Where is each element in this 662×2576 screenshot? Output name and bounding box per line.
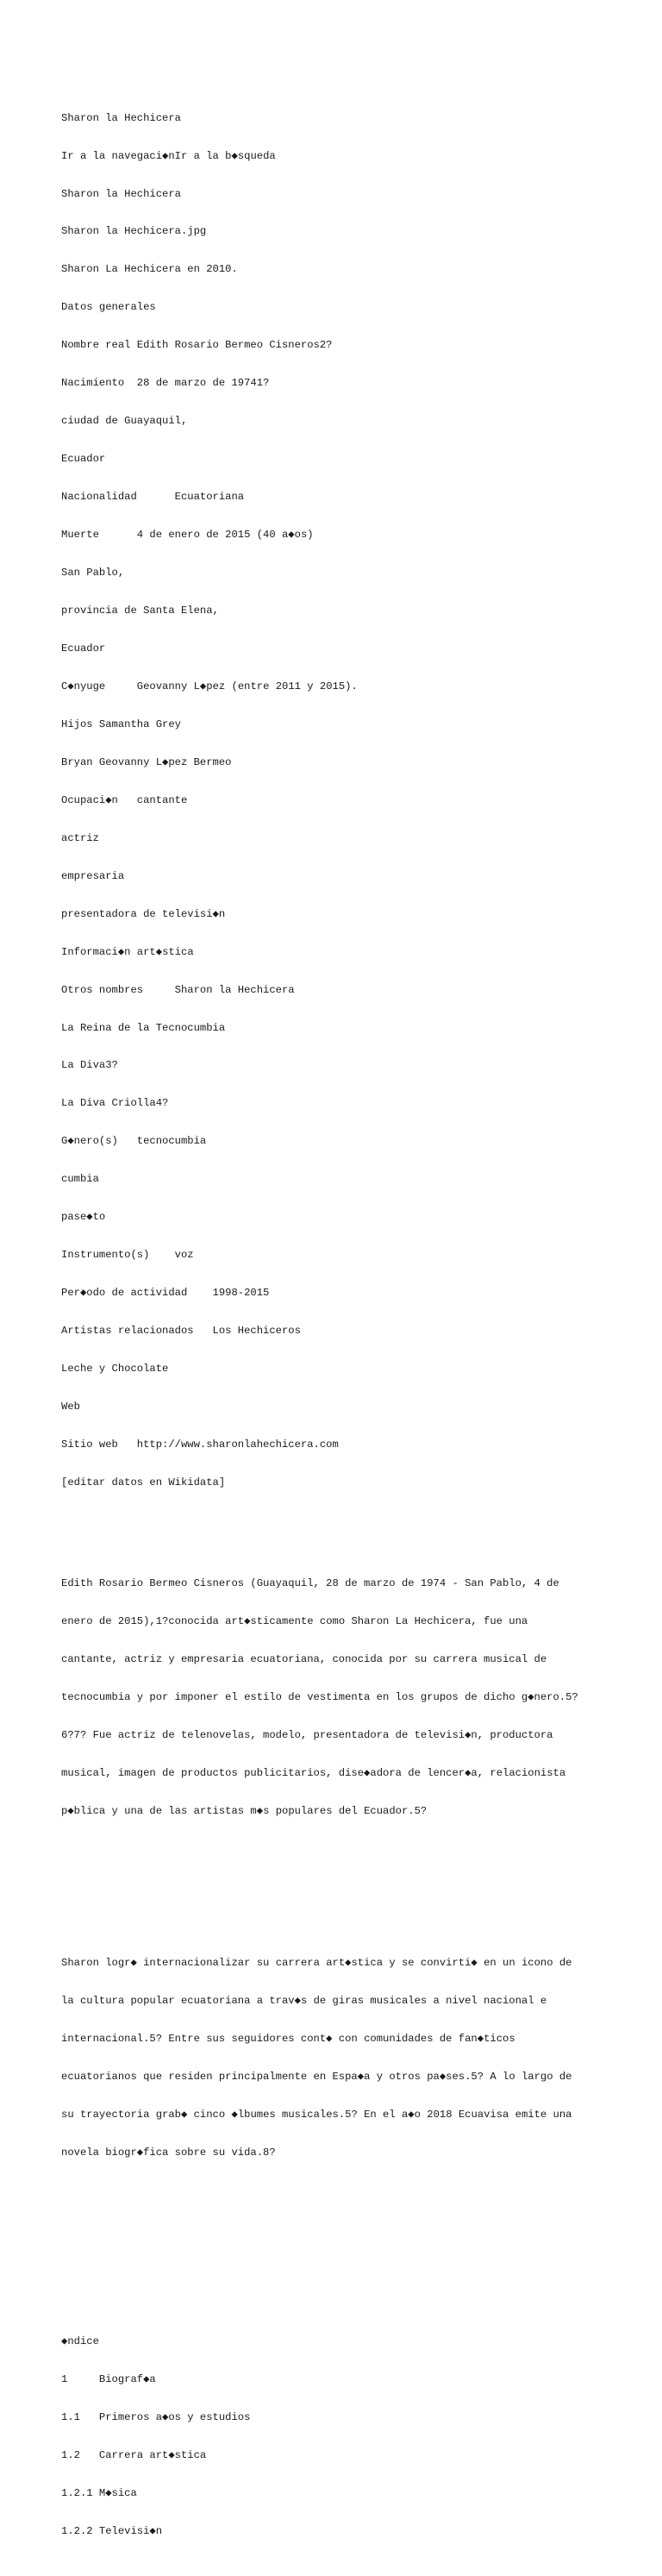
edit-wikidata-link: [editar datos en Wikidata] <box>61 1476 226 1489</box>
image-caption: Sharon La Hechicera en 2010. <box>61 263 238 276</box>
infobox-row: empresaria <box>61 869 125 882</box>
intro-paragraph <box>61 1552 613 1843</box>
infobox-row: La Diva3? <box>61 1059 118 1072</box>
infobox-row: Instrumento(s) voz <box>61 1249 194 1262</box>
infobox-row: Artistas relacionados Los Hechiceros <box>61 1325 301 1338</box>
paragraph-line: su trayectoria grab◆ cinco ◆lbumes musicales.5? En el a◆o 2018 Ecuavisa emite una <box>61 2108 572 2121</box>
toc-item[interactable]: 1 Biograf◆a <box>61 2373 156 2386</box>
infobox-row: La Diva Criolla4? <box>61 1097 169 1110</box>
infobox-row: Leche y Chocolate <box>61 1363 169 1376</box>
paragraph-line: internacional.5? Entre sus seguidores cont◆ con comunidades de fan◆ticos <box>61 2032 515 2045</box>
infobox-row: cumbia <box>61 1173 99 1186</box>
section-artistic-info: Informaci◆n art◆stica <box>61 945 194 958</box>
website-row: Sitio web http://www.sharonlahechicera.com <box>61 1438 339 1451</box>
infobox-row: Ocupaci◆n cantante <box>61 793 188 806</box>
infobox-row: C◆nyuge Geovanny L◆pez (entre 2011 y 2015). <box>61 680 358 693</box>
paragraph-line: novela biogr◆fica sobre su vida.8? <box>61 2146 276 2159</box>
infobox-row: actriz <box>61 831 99 844</box>
image-filename: Sharon la Hechicera.jpg <box>61 225 207 238</box>
infobox-row: pase◆to <box>61 1211 106 1224</box>
infobox-row: Muerte 4 de enero de 2015 (40 a◆os) <box>61 529 314 542</box>
infobox-row: Bryan Geovanny L◆pez Bermeo <box>61 755 232 768</box>
paragraph-line: Sharon logr◆ internacionalizar su carrera art◆stica y se convirti◆ en un icono de <box>61 1956 572 1969</box>
toc-item[interactable]: 1.2 Carrera art◆stica <box>61 2449 207 2462</box>
second-paragraph <box>61 1931 613 2184</box>
spacer <box>61 2222 613 2234</box>
spacer <box>61 2259 613 2272</box>
paragraph-line: enero de 2015),1?conocida art◆sticamente como Sharon La Hechicera, fue una <box>61 1615 528 1628</box>
infobox-row: Otros nombres Sharon la Hechicera <box>61 983 295 996</box>
infobox-row: provincia de Santa Elena, <box>61 605 219 617</box>
paragraph-line: tecnocumbia y por imponer el estilo de vestimenta en los grupos de dicho g◆nero.5? <box>61 1691 578 1704</box>
paragraph-line: Edith Rosario Bermeo Cisneros (Guayaquil, 28 de marzo de 1974 - San Pablo, 4 de <box>61 1577 559 1590</box>
infobox-row: San Pablo, <box>61 567 125 580</box>
infobox-row: Nacionalidad Ecuatoriana <box>61 491 245 504</box>
infobox-row: ciudad de Guayaquil, <box>61 415 188 428</box>
section-web: Web <box>61 1401 80 1413</box>
paragraph-line: cantante, actriz y empresaria ecuatoriana, conocida por su carrera musical de <box>61 1653 547 1666</box>
infobox-row: Nacimiento 28 de marzo de 19741? <box>61 377 270 390</box>
paragraph-line: la cultura popular ecuatoriana a trav◆s de giras musicales a nivel nacional e <box>61 1994 547 2007</box>
toc-item[interactable]: 1.2.1 M◆sica <box>61 2487 137 2500</box>
toc-heading: ◆ndice <box>61 2335 99 2348</box>
infobox-row: La Reina de la Tecnocumbia <box>61 1021 226 1034</box>
infobox-row: Ecuador <box>61 453 106 466</box>
toc-item[interactable]: 1.2.2 Televisi◆n <box>61 2525 163 2538</box>
table-of-contents <box>61 2310 613 2563</box>
infobox-row: Per◆odo de actividad 1998-2015 <box>61 1287 270 1300</box>
document-page <box>61 61 613 2576</box>
infobox-row: Hijos Samantha Grey <box>61 718 181 730</box>
infobox-row: Nombre real Edith Rosario Bermeo Cisneros2? <box>61 339 333 352</box>
paragraph-line: p◆blica y una de las artistas m◆s populares del Ecuador.5? <box>61 1804 428 1817</box>
infobox-row: G◆nero(s) tecnocumbia <box>61 1135 207 1148</box>
navigation-links: Ir a la navegaci◆nIr a la b◆squeda <box>61 149 276 162</box>
page-title: Sharon la Hechicera <box>61 111 181 124</box>
toc-item[interactable]: 1.1 Primeros a◆os y estudios <box>61 2411 251 2424</box>
infobox-title: Sharon la Hechicera <box>61 187 181 200</box>
paragraph-line: ecuatorianos que residen principalmente en Espa◆a y otros pa◆ses.5? A lo largo de <box>61 2070 572 2083</box>
paragraph-line: musical, imagen de productos publicitarios, dise◆adora de lencer◆a, relacionista <box>61 1766 566 1779</box>
infobox-row: Ecuador <box>61 642 106 655</box>
infobox-block <box>61 86 613 1514</box>
paragraph-line: 6?7? Fue actriz de telenovelas, modelo, presentadora de televisi◆n, productora <box>61 1728 553 1741</box>
section-general-data: Datos generales <box>61 301 156 314</box>
infobox-row: presentadora de televisi◆n <box>61 907 226 920</box>
spacer <box>61 1881 613 1894</box>
